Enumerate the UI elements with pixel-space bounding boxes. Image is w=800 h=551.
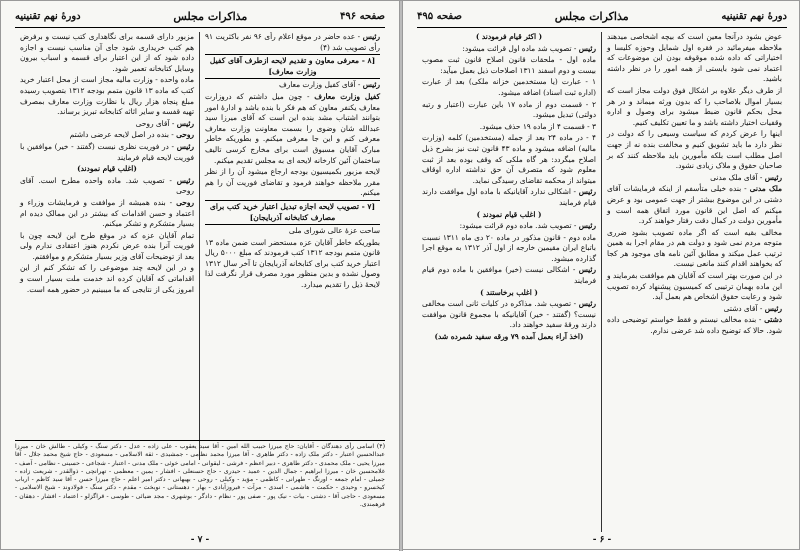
speaker-name: روحی bbox=[176, 130, 194, 140]
paragraph bbox=[20, 119, 194, 130]
column-left bbox=[417, 32, 602, 532]
speaker-name: رئیس bbox=[764, 303, 782, 313]
paragraph-text: مزبور دارای قسمه برای نگاهداری کتب نیست و برفرض هم کتب خریداری شود جای آن مناسب نیست و اجازه داده شود که از این اعتبار برای قسمه و اسباب بیرون وسایل کتابخانه تعمیر شود. bbox=[20, 32, 194, 73]
paragraph-text: ساحت عزهٔ عالی شورای ملی bbox=[288, 226, 380, 236]
paragraph bbox=[20, 75, 194, 117]
paragraph-text: - تصویب شد. ماده دوم قرائت میشود: bbox=[459, 221, 577, 231]
paragraph-text: - آقای ملک مدنی bbox=[710, 172, 763, 182]
paragraph bbox=[422, 100, 596, 121]
paragraph bbox=[607, 173, 782, 184]
paragraph bbox=[607, 304, 782, 315]
speaker-name: روحی bbox=[176, 197, 194, 207]
paragraph-text: - در فوریت نظری نیست (گفتند - خیر) موافقین با فوریت لایحه قیام فرمایند bbox=[20, 141, 194, 162]
speaker-name: رئیس bbox=[176, 118, 194, 128]
paragraph bbox=[205, 226, 380, 237]
paragraph-text: ماده واحده - وزارت مالیه مجاز است از محل اعتبار خرید کتب که ماده ۱۳ قانون متمم بودجه ۱۳۱۲ بتصویب رسیده مبلغ پنجاه هزار ریال با نظارت وزارت معارف بمصرف تهیه قفسه و سایر اثاثه کتابخانه تبریز برساند. bbox=[20, 75, 194, 117]
speaker-name: رئیس bbox=[362, 80, 380, 90]
paragraph bbox=[20, 176, 194, 197]
page-number: - ۶ - bbox=[592, 535, 612, 545]
paragraph bbox=[20, 32, 194, 74]
paragraph bbox=[422, 55, 596, 76]
paragraph bbox=[607, 315, 782, 336]
paragraph-text: - تصویب شد. ماده واحده مطرح است. آقای روحی bbox=[20, 175, 194, 196]
paragraph bbox=[422, 77, 596, 98]
column-right bbox=[602, 32, 787, 532]
paragraph bbox=[205, 167, 380, 199]
paragraph bbox=[20, 130, 194, 141]
paragraph-text: - چون میل داشتم که دروزارت معارف یکنفر معاون که هم فکر با بنده باشد و ادارهٔ امور بتوانند اشتباب مشد بنده این است که آقای میرزا سید عبدالله شان وضوی را بسمت معاونت وزارت معارف معرفی کنم و این جا معرفی میکنم. و بطوریکه خاطر مبارک آقایان مسبوق است برای مخارج کرسی تالیف ساختمان آئین کارخانه لایحه ای به مجلس تقدیم میکنم. bbox=[205, 91, 380, 165]
speaker-name: رئیس bbox=[362, 32, 380, 41]
paragraph bbox=[607, 32, 782, 85]
speaker-name: رئیس bbox=[578, 299, 596, 309]
paragraph bbox=[422, 44, 596, 55]
paragraph-text: - اشکالی ندارد آقایانیکه با ماده اول موافقت دارند قیام فرمایند bbox=[422, 187, 596, 207]
paragraph-text: بطوریکه خاطر آقایان عزه مستحضر است ضمن ماده ۱۳ قانون متمم بودجه ۱۳۱۲ کتب فرمودند که مبلغ ۵۰۰۰ ریال اعتبار خرید کتب برای کتابخانه آذربایجان تا آخر سال ۱۳۱۲ وصول نشده و بدین منظور مورد مصرف قرار نگرفت لذا لایحهٔ ذیل را تقدیم میدارد. bbox=[205, 237, 381, 290]
page-header bbox=[417, 7, 787, 28]
paragraph bbox=[422, 265, 596, 286]
paragraph bbox=[205, 80, 380, 91]
proceeding-note: ( اکثر قیام فرمودند ) bbox=[475, 32, 543, 41]
proceeding-note: ( اغلب برخاستند ) bbox=[480, 287, 538, 297]
header-title: مذاکرات مجلس bbox=[173, 9, 248, 23]
text-columns bbox=[15, 32, 385, 460]
footnote: (۴) اسامی رأی دهندگان - آقایان: حاج میرزا حبیب الله امین - آقا سید یعقوب - علی زاده - عدل - دکتر سنگ - وکیلی - طالش خان - میرزا عبدالحسین اعتبار - دکتر ملک زاده - دکتر طاهری - آقا میرزا محمد نظامی - جمشیدی - ثقة الاسلامی - مسعودی - حاج شیخ محمد جلال - آقا میرزا یحیی - ملک محمدی - دکتر طاهری - دبیر اعظم - فرشی - لیقوانی - امامی خوئی - ملک مدنی - اعتبار - شجاعی - حسینی - نظامی - آصف - غلامحسین خان - میرزا ابراهیم - جمال الدین - عمید - حیدری - حاج حسنعلی - افشار - یمین - معظمی - تهرانچی - ذوالقدر - شریعت زاده - جمیلی - امام جمعه - اورنگ - طهرانی - کاظمی - مؤید - وکیلی - روحی - بهبهانی - دکتر امیر اعلم - حاج میرزا حسن - آقا سید کاظم - ارباب کیخسرو - وحیدی - حکمت - هاشمی - اسدی - مرآت - فیروزآبادی - بهار - دهستانی - نوبخت - مقدم - دکتر سنگ - فولادوند - شیخ الاسلامی - مسعودی - حاجی آقا - دشتی - بیات - نیک پور - صفی پور - نظام - دادگر - بوشهری - مجد ضیائی - طوسی - قراگزلو - اعتماد - افشار - دهقان - فرهمندی. bbox=[15, 440, 385, 529]
paragraph-text: ماده اول - ملحقات قانون اصلاح قانون ثبت مصوب بیست و دوم اسفند ۱۳۱۱ اصلاحات ذیل بعمل میآید: bbox=[422, 55, 596, 75]
paragraph bbox=[205, 32, 380, 53]
paragraph bbox=[205, 92, 380, 166]
paragraph-text: اینها را عرض کردم که سیاست وسیعی را که دولت در نظر دارد ما باید تشویق کنیم و مخالفت بنده نه از جهت اصل مطلب است بلکه مأمورین باید ملاحظه کنند که بر صاحبان حقوق و ملاک زیادی نشود. bbox=[607, 129, 782, 171]
speaker-name: رئیس bbox=[578, 265, 596, 275]
speaker-name: رئیس bbox=[176, 141, 194, 151]
header-session: دورهٔ نهم تقنینیه bbox=[15, 10, 81, 22]
speaker-name: رئیس bbox=[764, 172, 782, 182]
paragraph bbox=[422, 299, 596, 331]
speaker-name: ملک مدنی bbox=[749, 184, 782, 194]
paragraph-text: - بنده در اصل لایحه عرضی داشتم bbox=[69, 130, 174, 140]
paragraph-text: ماده دوم - قانون مذکور در ماده ۲۰ دی ماه ۱۳۱۱ نسبت باتباع ایران مقیمین خارجه از اول آذر ۱۳۱۲ به موقع اجرا گذارده میشود. bbox=[422, 232, 596, 263]
speaker-name: دشتی bbox=[764, 315, 782, 325]
paragraph bbox=[20, 231, 194, 263]
speaker-name: رئیس bbox=[578, 43, 596, 53]
paragraph-text: از طرف دیگر علاوه بر اشکال فوق دولت مجاز است که بسیار اموال بلاصاحب را که بدون ورثه میماند و در هر محل بحکم قانون ضبط میشود برای وصول و اداره وقفیات اختیار داشته باشد و ما تعیین تکلیف کنیم. bbox=[607, 85, 782, 127]
speaker-name: رئیس bbox=[578, 221, 596, 231]
header-session: دورهٔ نهم تقنینیه bbox=[721, 10, 787, 22]
paragraph bbox=[20, 263, 194, 295]
paragraph-text: - تصویب شد. مذاکره در کلیات ثانی است مخالفی نیست؟ (گفتند - خیر) آقایانیکه با مجموع قانون موافقت دارند ورقهٔ سفید خواهند داد. bbox=[422, 299, 596, 330]
paragraph bbox=[422, 221, 596, 232]
page-header bbox=[15, 7, 385, 28]
paragraph-text: - آقای دشتی bbox=[723, 303, 763, 313]
paragraph bbox=[205, 238, 380, 291]
paragraph bbox=[607, 129, 782, 171]
paragraph-text: لایحه مزبور بکمیسیون بودجه ارجاع میشود آن را از نظر مقرر ملاحظه خواهند فرمود و تقاضای فوریت آن را هم میکنم. bbox=[205, 167, 380, 198]
paragraph bbox=[422, 133, 596, 186]
page-number: - ۷ - bbox=[190, 535, 210, 545]
proceeding-note: (اخذ آراء بعمل آمده ۷۹ ورقه سفید شمرده شد) bbox=[434, 332, 584, 342]
paragraph bbox=[607, 184, 782, 226]
paragraph bbox=[607, 271, 782, 303]
speaker-name: رئیس bbox=[578, 187, 596, 197]
right-page bbox=[403, 1, 800, 551]
proceeding-note: ( اغلب قیام نمودند ) bbox=[476, 209, 542, 219]
paragraph-text: و در این لایحه چند موضوعی را که تشکر کنم از این اقداماتی که آقایان کرده اند خدمت ملت بسیار است و امروز یکی از نتایجی که ما میبینیم در حضور همه است. bbox=[20, 263, 194, 294]
proceeding-note: (اغلب قیام نمودند) bbox=[77, 164, 137, 174]
paragraph-text: - بنده خیلی متأسفم از اینکه فرمایشات آقای دشتی در این موضوع بیشتر از جهت عمومی بود و عرض میکنم که اصل این قانون مورد اتفاق همه است و مأمورین دولت در کمال دقت رفتار خواهند کرد. bbox=[607, 184, 782, 226]
paragraph-text: - عده حاضر در موقع اعلام رأی ۹۶ نفر باکثریت ۹۱ رأی تصویب شد (۴) bbox=[205, 32, 380, 52]
paragraph-text: - آقای روحی bbox=[135, 118, 175, 128]
paragraph-text: مخالف بقیه است که اگر ماده تصویب بشود ضرری متوجه مردم نمی شود و دولت هم در مقام اجرا به همین ترتیب عمل میکند و مطابق آئین نامه های موجود هر کجا که بخواهند اقدام کنند مانعی نیست. bbox=[607, 227, 782, 269]
speaker-name: کفیل وزارت معارف bbox=[314, 91, 380, 101]
speaker-name: رئیس bbox=[176, 175, 194, 185]
paragraph bbox=[422, 122, 596, 133]
paragraph bbox=[607, 228, 782, 270]
section-heading: [۷ - تصویب لایحه اجازه تبدیل اعتبار خرید کتب برای مصارف کتابخانه آذربایجان] bbox=[205, 200, 380, 225]
paragraph bbox=[607, 86, 782, 128]
paragraph bbox=[422, 233, 596, 265]
paragraph-text: - اشکالی نیست (خیر) موافقین با ماده دوم قیام فرمایند bbox=[422, 265, 596, 286]
paragraph-text: در این صورت بهتر است که آقایان هم موافقت بفرمایند و این ماده بهمان ترتیبی که کمیسیون پیشنهاد کرده تصویب شود و رعایت حقوق اشخاص هم بعمل آید. bbox=[607, 271, 782, 302]
paragraph bbox=[422, 187, 596, 208]
paragraph bbox=[20, 198, 194, 230]
header-title: مذاکرات مجلس bbox=[554, 9, 629, 23]
header-page-number: صفحه ۴۹۶ bbox=[340, 10, 385, 22]
text-columns bbox=[417, 32, 787, 532]
paragraph bbox=[20, 142, 194, 163]
left-page bbox=[1, 1, 399, 551]
paragraph-text: - تصویب شد ماده اول قرائت میشود: bbox=[462, 43, 577, 53]
paragraph-text: ۳ - قسمت ۴ از ماده ۱۹ حذف میشود. bbox=[479, 121, 596, 131]
paragraph-text: - بنده مخالف نیستم و فقط خواستم توضیحی داده شود. حالا که توضیح داده شد عرضی ندارم. bbox=[607, 315, 782, 336]
section-heading: [۸ - معرفی معاون و تقدیم لایحه ازطرف آقای کفیل وزارت معارف] bbox=[205, 54, 380, 79]
paragraph-text: ۱ - عبارت (یا مستخدمین خزانه ملکی) بعد از عبارت (اداره ثبت اسناد) اضافه میشود. bbox=[422, 77, 596, 97]
header-page-number: صفحه ۴۹۵ bbox=[417, 10, 462, 22]
paragraph-text: - بنده همیشه از موافقت و فرمایشات وزراء و اعتماد و حسن اقدامات که بیشتر در این ممالک دیده ام بسیار متشکرم و تشکر میکنم. bbox=[20, 197, 194, 229]
column-right bbox=[200, 32, 385, 460]
paragraph-text: تمام آقایان عزه که در موقع طرح این لایحه چون با فوریت آنرا بنده عرض نکردم هنوز اعتقادی ندارم ولی بعد از توضیحات آقای وزیر بسیار متشکرم و موافقتم. bbox=[20, 230, 194, 261]
column-left bbox=[15, 32, 200, 460]
paragraph-text: ۲ - قسمت دوم از ماده ۱۷ باین عبارت (اعتبار و رتبه دولتی) تبدیل میشود. bbox=[422, 99, 597, 120]
paragraph-text: ۴ - در ماده ۲۴ بعد از جمله (مستخدمین) کلمه (وزارت مالیه) اضافه میشود و ماده ۴۳ قانون ثبت نیز بشرح ذیل اصلاح میگردد: هر گاه ملکی که وقف بوده بعد از ثبت معلوم شود که متصرف آن حق نداشته اداره اوقاف میتواند از محکمه تقاضای رسیدگی نماید. bbox=[422, 133, 596, 185]
paragraph-text: - آقای کفیل وزارت معارف bbox=[279, 80, 361, 90]
paragraph-text: عوض بشود درآنجا معین است که بیچه اشخاصی میدهند ملاحظه میفرمائید در فقره اول شمایل وحوزه کلیسا و اختیاراتی که داده شده موقوفه بودن این موضوعات که اعتماد نمی شود بایستی از همه امور را در نظر داشته باشید. bbox=[607, 32, 782, 84]
